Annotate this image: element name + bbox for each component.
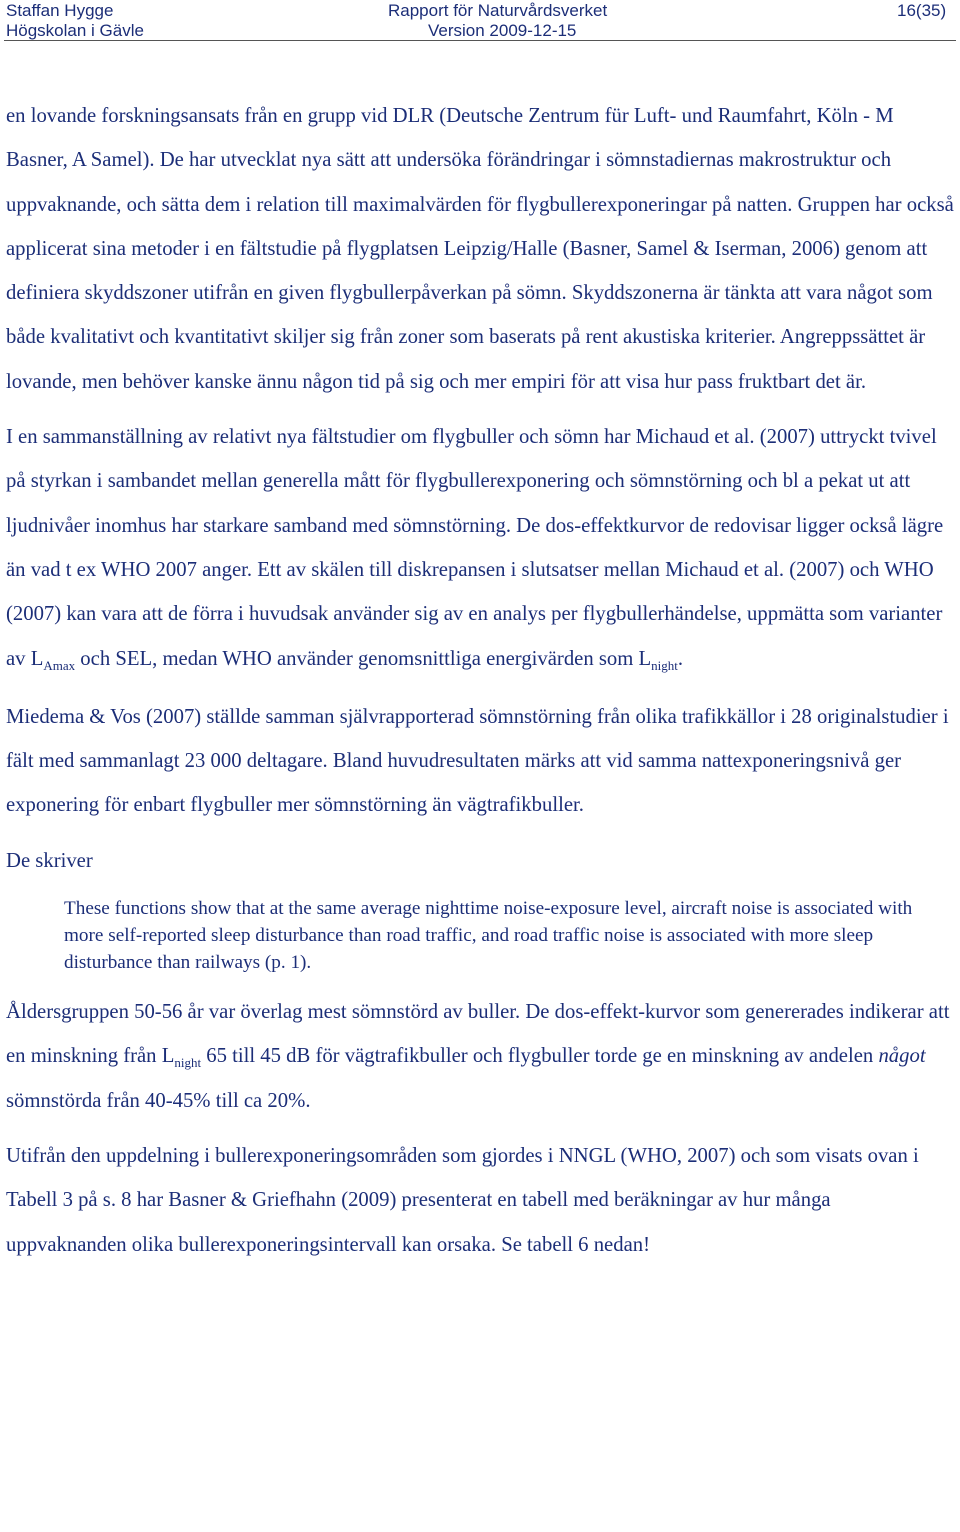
document-body <box>6 94 956 1267</box>
header-report-title: Rapport för Naturvårdsverket <box>388 1 608 20</box>
header-institution: Högskolan i Gävle <box>6 21 144 40</box>
paragraph-age-group-text-c: sömnstörda från 40-45% till ca 20%. <box>6 1089 311 1112</box>
paragraph-age-group-text-b: 65 till 45 dB för vägtrafikbuller och flygbuller torde ge en minskning av andelen <box>201 1045 879 1068</box>
paragraph-age-group-text-a: Åldersgruppen 50-56 år var överlag mest sömnstörd av buller. De dos-effekt-kurvor som genererades indikerar att en minskning från L <box>6 1001 950 1068</box>
subscript-amax: Amax <box>43 657 76 673</box>
paragraph-de-skriver: De skriver <box>6 849 93 872</box>
paragraph-michaud-text-b: och SEL, medan WHO använder genomsnittliga energivärden som L <box>75 647 652 670</box>
paragraph-miedema-vos: Miedema & Vos (2007) ställde samman självrapporterad sömnstörning från olika trafikkällor i 28 originalstudier i fält med sammanlagt 23 000 deltagare. Bland huvudresultaten märks att vid samma nattexponeringsnivå ger exponering för enbart flygbuller mer sömnstörning än vägtrafikbuller. <box>6 705 949 817</box>
header-divider <box>4 40 956 41</box>
header-author: Staffan Hygge <box>6 1 114 20</box>
header-version: Version 2009-12-15 <box>428 21 577 40</box>
paragraph-nngl: Utifrån den uppdelning i bullerexponeringsområden som gjordes i NNGL (WHO, 2007) och som visats ovan i Tabell 3 på s. 8 har Basner & Griefhahn (2009) presenterat en tabell med beräkningar av hur många uppvaknanden olika bullerexponeringsintervall kan orsaka. Se tabell 6 nedan! <box>6 1144 919 1256</box>
header-page-number: 16(35) <box>897 1 947 20</box>
paragraph-michaud <box>6 415 956 681</box>
block-quote: These functions show that at the same average nighttime noise-exposure level, aircraft noise is associated with more self-reported sleep disturbance than road traffic, and road traffic noise is associated with more sleep disturbance than railways (p. 1). <box>64 898 913 974</box>
paragraph-michaud-text-a: I en sammanställning av relativt nya fältstudier om flygbuller och sömn har Michaud et al. (2007) uttryckt tvivel på styrkan i sambandet mellan generella mått för flygbullerexponering och sömnstörning och bl a pekat ut att ljudnivåer inomhus har starkare samband med sömnstörning. De dos-effektkurvor de redovisar ligger också lägre än vad t ex WHO 2007 anger. Ett av skälen till diskrepansen i slutsatser mellan Michaud et al. (2007) och WHO (2007) kan vara att de förra i huvudsak använder sig av en analys per flygbullerhändelse, uppmätta som varianter av L <box>6 426 944 670</box>
paragraph-michaud-text-c: . <box>677 647 684 670</box>
paragraph-dlr-research: en lovande forskningsansats från en grupp vid DLR (Deutsche Zentrum für Luft- und Raumfahrt, Köln - M Basner, A Samel). De har utvecklat nya sätt att undersöka förändringar i sömnstadiernas makrostruktur och uppvaknande, och sätta dem i relation till maximalvärden för flygbullerexponeringar på natten. Gruppen har också applicerat sina metoder i en fältstudie på flygplatsen Leipzig/Halle (Basner, Samel & Iserman, 2006) genom att definiera skyddszoner utifrån en given flygbullerpåverkan på sömn. Skyddszonerna är tänkta att vara något som både kvalitativt och kvantitativt skiljer sig från zoner som baserats på rent akustiska kriterier. Angreppssättet är lovande, men behöver kanske ännu någon tid på sig och mer empiri för att visa hur pass fruktbart det är. <box>6 105 954 393</box>
emphasis-nagot: något <box>878 1045 926 1068</box>
subscript-night-2: night <box>174 1055 202 1071</box>
page-header <box>0 0 960 44</box>
paragraph-age-group <box>6 990 956 1123</box>
subscript-night: night <box>651 657 678 673</box>
